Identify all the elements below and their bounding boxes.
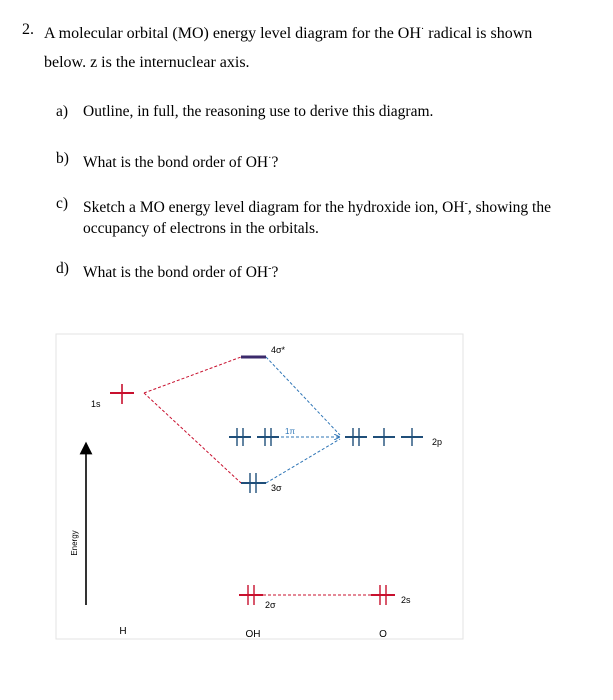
- part-c-text: [83, 193, 603, 239]
- sigma2-label: 2σ: [265, 600, 276, 610]
- radical-dot: ·: [420, 24, 425, 35]
- correlation-lines: [144, 357, 371, 595]
- part-d-label: d): [56, 260, 69, 277]
- question-line-2: below. z is the internuclear axis.: [44, 54, 250, 71]
- o-2s-label: 2s: [401, 595, 411, 605]
- o-2p-label: 2p: [432, 437, 443, 447]
- sigma4-star-label: 4σ*: [271, 345, 286, 355]
- h-to-3sigma-line: [144, 393, 241, 483]
- part-c-label: c): [56, 195, 69, 212]
- question-line-1-tail: radical is shown: [424, 25, 533, 42]
- question-line-1: [44, 20, 532, 44]
- pi1-label: 1π: [285, 427, 295, 436]
- part-d-body: What is the bond order of OH: [83, 264, 269, 281]
- part-b-text: [83, 148, 603, 173]
- part-b-body: What is the bond order of OH: [83, 154, 269, 171]
- o-to-3sigma-line: [266, 439, 340, 483]
- sigma3-label: 3σ: [271, 483, 282, 493]
- part-d-tail: ?: [271, 264, 279, 281]
- part-c-body: Sketch a MO energy level diagram for the hydroxide ion, OH: [83, 199, 465, 216]
- column-label-o: O: [379, 629, 387, 640]
- part-b-label: b): [56, 150, 69, 167]
- h-1s-label: 1s: [91, 399, 101, 409]
- question-line-1-text: A molecular orbital (MO) energy level diagram for the OH: [44, 25, 421, 42]
- part-c-tail: , showing the occupancy of electrons in the orbitals.: [83, 199, 551, 237]
- part-d-superscript: -: [268, 263, 272, 274]
- part-b-tail: ?: [271, 154, 279, 171]
- energy-axis-label: Energy: [70, 530, 79, 556]
- mo-energy-diagram: [55, 333, 475, 655]
- part-b-superscript: ·: [268, 153, 272, 164]
- column-label-h: H: [119, 626, 127, 637]
- question-number: 2.: [22, 21, 34, 38]
- h-to-4sigma-line: [144, 357, 241, 393]
- part-a-label: a): [56, 103, 69, 120]
- part-d-text: [83, 258, 603, 283]
- o-to-4sigma-line: [266, 357, 340, 435]
- part-c-superscript: -: [464, 198, 468, 209]
- part-a-body: Outline, in full, the reasoning use to derive this diagram.: [83, 103, 434, 120]
- diagram-frame: [56, 334, 463, 639]
- part-a-text: [83, 101, 603, 122]
- column-label-oh: OH: [245, 629, 261, 640]
